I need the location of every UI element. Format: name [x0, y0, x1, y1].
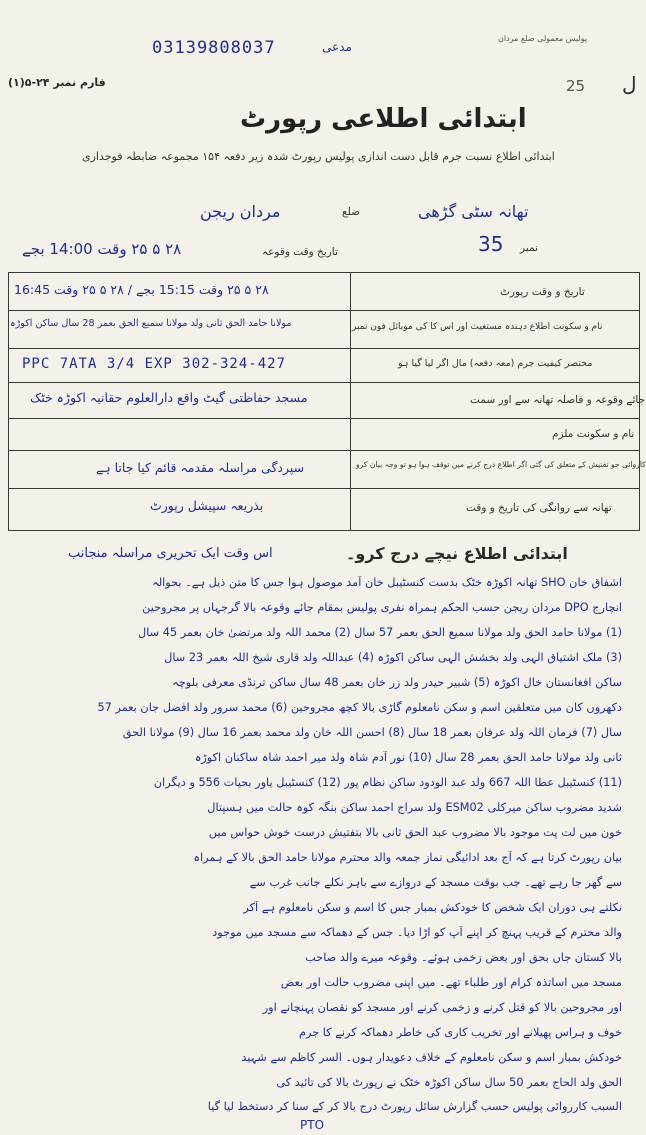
zila-value: مردان ریجن: [200, 202, 281, 221]
narrative-line: (1) مولانا حامد الحق ولد مولانا سمیع الحق بعمر 57 سال (2) محمد اللہ ولد مرتضیٰ خان بعمر 45 سال: [138, 626, 622, 639]
report-datetime-label: تاریخ و وقت رپورٹ: [500, 286, 585, 298]
narrative-line: بیان رپورٹ کرتا ہے کہ آج بعد ادائیگی نماز جمعہ والد محترم مولانا حامد الحق بالا کے ہمراہ: [193, 851, 622, 864]
narrative-line: الحق ولد الحاج بعمر 50 سال ساکن اکوڑہ خٹک نے رپورٹ بالا کی تائید کی: [276, 1076, 622, 1089]
narrative-line: دکھروں کان میں متعلقین اسم و سکن نامعلوم گاڑی بالا کچھ مجروحین (6) محمد سرور ولد افضل جان بعمر 57: [97, 701, 622, 714]
narrative-line: شدید مضروب ساکن میرکلی ESM02 ولد سراج احمد ساکن بنگہ کوہ حالت میں ہسپتال: [207, 801, 622, 814]
narrative-line: سال (7) فرمان اللہ ولد عرفان بعمر 18 سال (8) احسن اللہ خان ولد محمد بعمر 16 سال (9) مولانا الحق: [122, 726, 622, 739]
dispatch-value: بذریعہ سپیشل رپورٹ: [150, 498, 264, 513]
place-value: مسجد حفاظتی گیٹ واقع دارالعلوم حقانیہ اکوڑہ خٹک: [30, 390, 308, 405]
page-number: 25: [566, 77, 586, 95]
narrative-line: ساکن افغانستان خال اکوڑہ (5) شبیر حیدر ولد زر خان بعمر 48 سال ساکن ترنڈی معرفی بلوچہ: [172, 676, 622, 689]
narrative-line: (3) ملک اشتیاق الٰہی ولد بخشش الٰہی ساکن اکوڑہ (4) عبداللہ ولد قاری شیخ اللہ بعمر 23 سال: [164, 651, 622, 664]
top-right-fragment: ل: [622, 72, 637, 96]
narrative-line: نکلتے ہی دوران ایک شخص کا خودکش بمبار جس کا اسم و سکن نامعلوم ہے آکر: [243, 901, 622, 914]
place-label: جائے وقوعہ و فاصلہ تھانہ سے اور سمت: [470, 394, 646, 406]
number-value: 35: [478, 232, 504, 256]
occurrence-date-label: تاریخ وقت وقوعہ: [262, 246, 338, 258]
zila-label: ضلع: [342, 206, 360, 218]
thana-value: تھانہ سٹی گڑھی: [418, 202, 529, 221]
page-title: ابتدائی اطلاعی رپورٹ: [240, 104, 527, 134]
informant-value: مولانا حامد الحق ثانی ولد مولانا سمیع الحق بعمر 28 سال ساکن اکوڑہ: [10, 318, 292, 329]
narrative-line: مسجد میں اساتذہ کرام اور طلباء تھے۔ میں اپنی مضروب حالت اور بعض: [280, 976, 622, 989]
narrative-line: بالا کستان جاں بحق اور بعض زخمی ہوئے۔ وقوعہ میرے والد صاحب: [305, 951, 622, 964]
narrative-line: ثانی ولد مولانا حامد الحق بعمر 28 سال (10) نور آدم شاہ ولد میر احمد شاہ ساکنان اکوڑہ: [194, 751, 622, 764]
narrative-line: اور مجروحین بالا کو قتل کرنے و زخمی کرنے اور مسجد کو نقصان پہنچانے اور: [262, 1001, 622, 1014]
action-taken-label: کاروائی جو تفتیش کے متعلق کی گئی اگر اطلاع درج کرنے میں توقف ہوا ہو تو وجہ بیان کرو: [356, 460, 646, 469]
narrative-line: انچارج DPO مردان ریجن حسب الحکم ہمراہ نفری پولیس بمقام جائے وقوعہ بالا گرجہاں پر مجروحین: [142, 601, 622, 614]
phone-label: مدعی: [322, 40, 352, 54]
form-number: فارم نمبر ۲۴-۵(۱): [8, 76, 106, 89]
narrative-line: خودکش بمبار اسم و سکن نامعلوم کے خلاف دعویدار ہوں۔ السر کاظم سے شہید: [241, 1051, 622, 1064]
top-right-note: پولیس معمولی ضلع مردان: [498, 34, 588, 43]
number-label: نمبر: [520, 242, 538, 254]
report-datetime-value: ۲۸ ۵ ۲۵ وقت 15:15 بجے / ۲۸ ۵ ۲۵ وقت 16:45: [14, 282, 269, 297]
dispatch-label: تھانہ سے روانگی کی تاریخ و وقت: [466, 502, 612, 514]
narrative-line: (11) کنسٹیبل عطا اللہ 667 ولد عبد الودود ساکن نظام پور (12) کنسٹیبل یاور بحیات 556 و دیگران: [153, 776, 622, 789]
accused-label: نام و سکونت ملزم: [552, 428, 635, 440]
narrative-line: اشفاق خان SHO تھانہ اکوڑہ خٹک بدست کنسٹیبل خان آمد موصول ہوا جس کا متن ذیل ہے۔ بحوالہ: [152, 576, 622, 589]
informant-label: نام و سکونت اطلاع دہندہ مستغیث اور اس کا کی موبائل فون نمبر: [352, 322, 603, 332]
page-subtitle: ابتدائی اطلاع نسبت جرم قابل دست اندازی پولیس رپورٹ شدہ زیر دفعہ ۱۵۴ مجموعہ ضابطہ فوجداری: [82, 150, 555, 163]
narrative-line: خون میں لت پت موجود بالا مضروب عبد الحق ثانی بالا بتفتیش درست خوش حواس میں: [208, 826, 622, 839]
offence-label: مختصر کیفیت جرم (معہ دفعہ) مال اگر لیا گیا ہو: [398, 358, 593, 369]
narrative-line: سے گھر جا رہے تھے۔ جب بوقت مسجد کے دروازے سے باہر نکلے جانب غرب سے: [249, 876, 622, 889]
offence-value: PPC 7ATA 3/4 EXP 302-324-427: [22, 356, 287, 372]
narrative-intro: اس وقت ایک تحریری مراسلہ منجانب: [68, 546, 273, 561]
footer-note: PTO: [300, 1118, 325, 1132]
complainant-phone: 03139808037: [152, 38, 276, 58]
narrative-heading: ابتدائی اطلاع نیچے درج کرو۔: [346, 544, 568, 563]
narrative-line: خوف و ہراس پھیلانے اور تخریب کاری کی خاطر دھماکہ کرنے کا جرم: [298, 1026, 622, 1039]
action-taken-value: سپردگی مراسلہ مقدمہ قائم کیا جاتا ہے: [96, 460, 305, 475]
narrative-line: السبب کارروائی پولیس حسب گزارش سائل رپورٹ درج بالا کر کے سنا کر دستخط لیا گیا: [207, 1100, 622, 1113]
narrative-line: والد محترم کے قریب پہنچ کر اپنے آپ کو اڑا دیا۔ جس کے دھماکہ سے مسجد میں موجود: [212, 926, 622, 939]
occurrence-date-value: ۲۸ ۵ ۲۵ وقت 14:00 بجے: [22, 240, 182, 258]
